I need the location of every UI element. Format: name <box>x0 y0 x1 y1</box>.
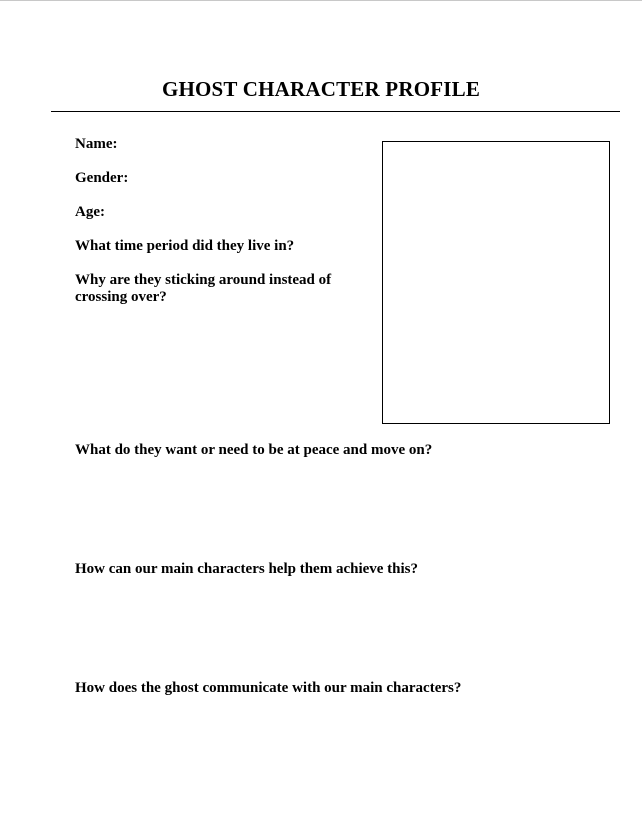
age-label: Age: <box>75 204 105 220</box>
communicate-question: How does the ghost communicate with our main characters? <box>75 680 462 696</box>
page-title: GHOST CHARACTER PROFILE <box>161 77 481 101</box>
gender-label: Gender: <box>75 170 129 186</box>
name-label: Name: <box>75 136 118 152</box>
portrait-box[interactable] <box>382 141 610 424</box>
want-need-question: What do they want or need to be at peace and move on? <box>75 442 433 458</box>
page-top-border <box>0 0 642 1</box>
title-divider <box>51 111 620 112</box>
why-sticking-question: Why are they sticking around instead of crossing over? <box>75 272 332 305</box>
help-question: How can our main characters help them achieve this? <box>75 561 419 577</box>
time-period-question: What time period did they live in? <box>75 238 295 254</box>
